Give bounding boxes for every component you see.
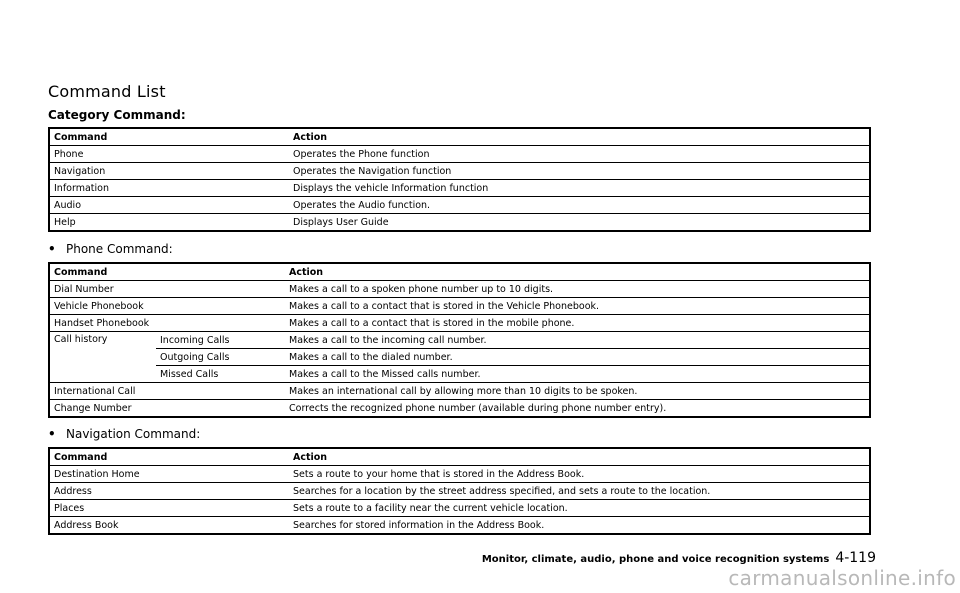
table-row	[49, 163, 870, 180]
page-number: 4-119	[835, 550, 876, 566]
navigation-command-table	[48, 447, 871, 535]
action-column-header: Action	[285, 263, 870, 281]
table-header-row	[49, 128, 870, 146]
table-row	[49, 180, 870, 197]
command-cell: Change Number	[54, 402, 132, 414]
watermark: carmanualsonline.info	[728, 566, 956, 590]
action-cell: Displays the vehicle Information function	[289, 180, 870, 197]
table-row	[49, 500, 870, 517]
table-header-row	[49, 448, 870, 466]
command-column-header: Command	[49, 128, 289, 146]
command-cell: Help	[54, 216, 76, 228]
table-row	[49, 214, 870, 232]
action-cell: Makes a call to the Missed calls number.	[285, 366, 870, 383]
command-cell: Dial Number	[49, 281, 285, 298]
action-cell: Makes a call to a contact that is stored in the Vehicle Phonebook.	[285, 298, 870, 315]
subcommand-cell: Outgoing Calls	[156, 349, 285, 366]
subcommand-cell: Incoming Calls	[156, 332, 285, 349]
category-command-table	[48, 127, 871, 232]
action-cell: Sets a route to your home that is stored in the Address Book.	[289, 466, 870, 483]
command-cell: Handset Phonebook	[49, 315, 285, 332]
page-title: Command List	[48, 82, 166, 101]
action-cell: Searches for stored information in the Address Book.	[293, 519, 545, 531]
category-command-heading: Category Command:	[48, 108, 186, 122]
command-cell: International Call	[49, 383, 285, 400]
command-cell: Navigation	[49, 163, 289, 180]
table-row	[49, 281, 870, 298]
table-row	[49, 400, 870, 418]
action-cell: Sets a route to a facility near the current vehicle location.	[289, 500, 870, 517]
action-cell: Makes a call to the incoming call number.	[285, 332, 870, 349]
call-history-cell: Call history	[49, 332, 156, 383]
table-row	[49, 298, 870, 315]
action-cell: Makes a call to a spoken phone number up to 10 digits.	[285, 281, 870, 298]
command-cell: Places	[49, 500, 289, 517]
action-cell: Makes a call to the dialed number.	[285, 349, 870, 366]
navigation-command-heading-text: Navigation Command:	[66, 427, 201, 441]
subcommand-cell: Missed Calls	[156, 366, 285, 383]
table-row	[49, 366, 870, 383]
table-row	[49, 483, 870, 500]
action-cell: Makes an international call by allowing more than 10 digits to be spoken.	[285, 383, 870, 400]
command-cell: Address Book	[54, 519, 119, 531]
command-cell: Vehicle Phonebook	[49, 298, 285, 315]
bullet-icon: •	[48, 427, 56, 441]
command-cell: Audio	[49, 197, 289, 214]
command-cell: Phone	[49, 146, 289, 163]
command-cell: Address	[49, 483, 289, 500]
navigation-command-heading	[48, 427, 200, 441]
action-cell: Makes a call to a contact that is stored in the mobile phone.	[285, 315, 870, 332]
action-cell: Operates the Navigation function	[289, 163, 870, 180]
action-cell: Searches for a location by the street address specified, and sets a route to the location.	[289, 483, 870, 500]
phone-command-table	[48, 262, 871, 418]
phone-command-heading-text: Phone Command:	[66, 242, 173, 256]
table-row	[49, 197, 870, 214]
table-header-row	[49, 263, 870, 281]
command-column-header: Command	[49, 448, 289, 466]
action-cell: Corrects the recognized phone number (available during phone number entry).	[289, 402, 667, 414]
action-cell: Displays User Guide	[293, 216, 389, 228]
action-cell: Operates the Phone function	[289, 146, 870, 163]
table-row	[49, 146, 870, 163]
action-column-header: Action	[289, 128, 870, 146]
action-cell: Operates the Audio function.	[289, 197, 870, 214]
table-row	[49, 349, 870, 366]
command-cell: Destination Home	[49, 466, 289, 483]
action-column-header: Action	[289, 448, 870, 466]
table-row	[49, 383, 870, 400]
command-cell: Information	[49, 180, 289, 197]
page-footer	[482, 550, 876, 566]
footer-section-title: Monitor, climate, audio, phone and voice recognition systems	[481, 554, 830, 565]
bullet-icon: •	[48, 242, 56, 256]
table-row	[49, 332, 870, 349]
table-row	[49, 466, 870, 483]
table-row	[49, 315, 870, 332]
command-column-header: Command	[49, 263, 285, 281]
phone-command-heading	[48, 242, 173, 256]
table-row	[49, 517, 870, 535]
